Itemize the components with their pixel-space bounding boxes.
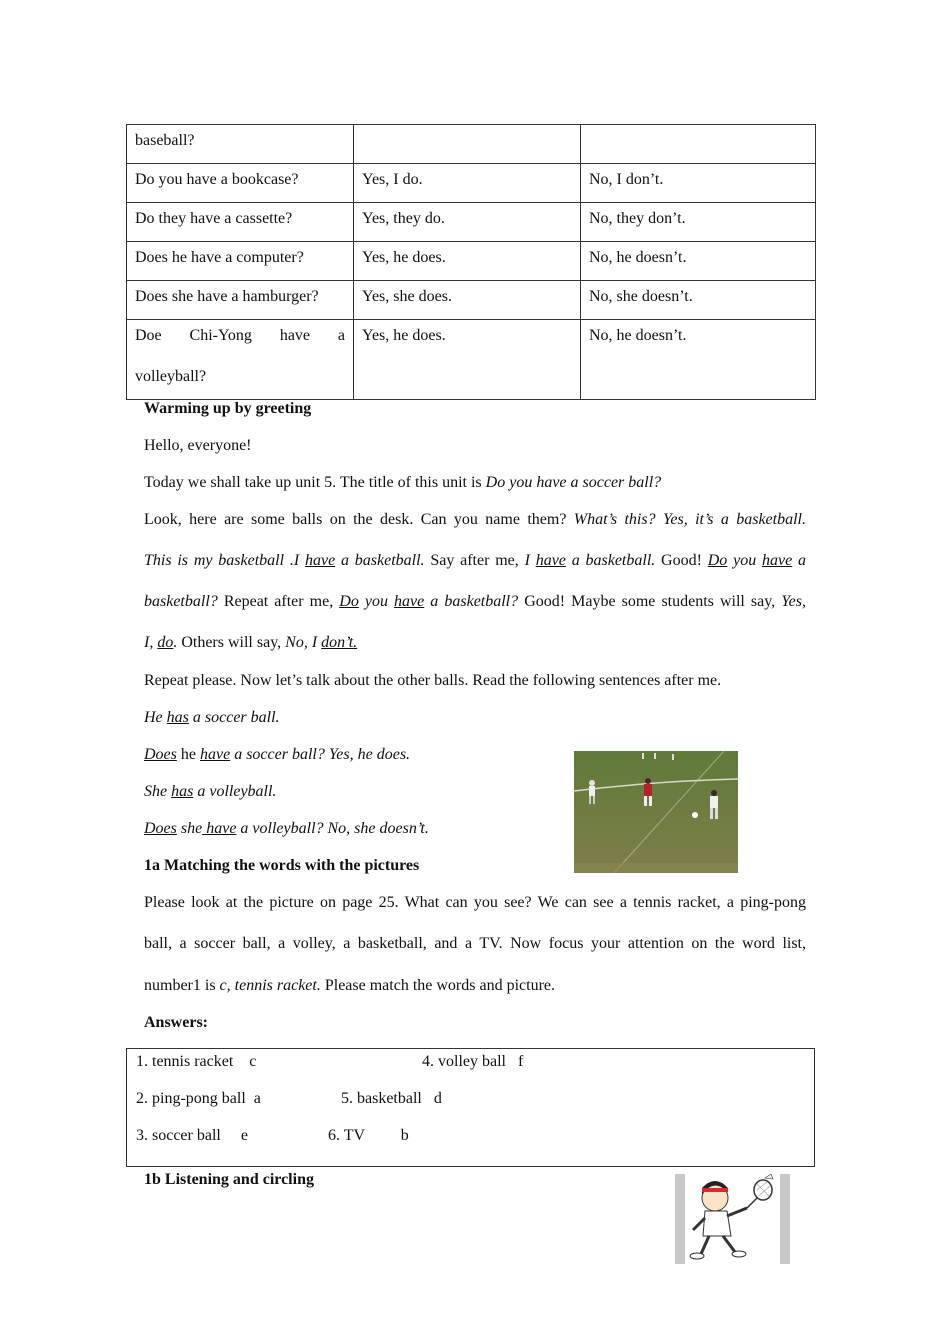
text: He (144, 709, 167, 726)
text: Good! Maybe some students will say, (518, 593, 782, 610)
section-heading: Warming up by greeting (144, 400, 312, 417)
text: c, tennis racket. (219, 977, 321, 994)
text: he (176, 746, 200, 763)
paragraph: Repeat please. Now let’s talk about the other balls. Read the following sentences after me. (144, 672, 722, 689)
text: basketball? (144, 593, 218, 610)
paragraph: Hello, everyone! (144, 437, 252, 454)
table-cell: No, he doesn’t. (581, 320, 816, 400)
text: have (535, 552, 566, 569)
answers-box (126, 1048, 815, 1167)
table-cell: Does he have a computer? (127, 242, 354, 281)
paragraph-line (144, 976, 806, 996)
table-cell: Yes, I do. (354, 164, 581, 203)
text: I (524, 552, 536, 569)
cell-line: volleyball? (135, 368, 207, 385)
text: Today we shall take up unit 5. The title of this unit is (144, 474, 486, 491)
text: No, I (285, 634, 322, 651)
answers-label: Answers: (144, 1014, 208, 1031)
text: Please match the words and picture. (320, 977, 555, 994)
text: She (144, 783, 172, 800)
qa-table (126, 124, 816, 400)
table-cell: Yes, they do. (354, 203, 581, 242)
table-row (127, 281, 816, 320)
text: has (166, 709, 189, 726)
paragraph-line (144, 551, 806, 571)
table-cell: Yes, she does. (354, 281, 581, 320)
answer-item: 3. soccer ball e (136, 1127, 248, 1144)
text: a soccer ball. (188, 709, 280, 726)
table-row (127, 164, 816, 203)
table-row (127, 203, 816, 242)
text: you (358, 593, 395, 610)
text: I, (144, 634, 158, 651)
answer-item: 1. tennis racket c (136, 1053, 257, 1070)
table-cell (581, 125, 816, 164)
table-cell: No, they don’t. (581, 203, 816, 242)
text: a basketball. (335, 552, 425, 569)
text: Do (339, 593, 359, 610)
table-cell: Yes, he does. (354, 242, 581, 281)
table-cell: Yes, he does. (354, 320, 581, 400)
answer-item: 2. ping-pong ball a (136, 1090, 261, 1107)
text: What’s this? Yes, it’s a basketball. (573, 511, 806, 528)
text: she (176, 820, 203, 837)
table-cell: Does she have a hamburger? (127, 281, 354, 320)
text: Does (144, 746, 177, 763)
table-row (127, 320, 816, 400)
text: Others will say, (177, 634, 286, 651)
table-cell (354, 125, 581, 164)
text: . (173, 634, 178, 651)
table-cell: No, he doesn’t. (581, 242, 816, 281)
text: do (157, 634, 174, 651)
paragraph (144, 473, 806, 493)
text: Yes, (781, 593, 807, 610)
text: you (727, 552, 763, 569)
text: have (202, 820, 237, 837)
text: a basketball. (565, 552, 656, 569)
paragraph-line: Please look at the picture on page 25. What can you see? We can see a tennis racket, a ping-pong (144, 894, 806, 911)
text: a soccer ball? Yes, he does. (230, 746, 411, 763)
table-cell: No, I don’t. (581, 164, 816, 203)
text: Repeat after me, (217, 593, 340, 610)
paragraph-line (144, 510, 806, 530)
table-cell: baseball? (127, 125, 354, 164)
text: This is my basketball .I (144, 552, 305, 569)
badminton-girl-picture (675, 1174, 790, 1264)
answer-item: 6. TV b (328, 1127, 409, 1144)
cell-line: Doe Chi-Yong have a (135, 327, 345, 344)
table-row (127, 242, 816, 281)
text: have (304, 552, 336, 569)
soccer-photo (574, 751, 738, 873)
text: has (171, 783, 194, 800)
text: have (762, 552, 793, 569)
text: a volleyball. (193, 783, 277, 800)
text: have (200, 746, 231, 763)
table-cell: Do you have a bookcase? (127, 164, 354, 203)
section-heading: 1b Listening and circling (144, 1171, 314, 1188)
text: Do you have a soccer ball? (485, 474, 662, 491)
text: Good! (655, 552, 708, 569)
text: don’t. (321, 634, 358, 651)
text: Say after me, (424, 552, 525, 569)
text: Do (707, 552, 728, 569)
section-heading: 1a Matching the words with the pictures (144, 857, 420, 874)
example-sentence (144, 708, 806, 728)
table-cell (127, 320, 354, 400)
table-cell: No, she doesn’t. (581, 281, 816, 320)
paragraph-line (144, 592, 806, 612)
text: a (792, 552, 807, 569)
paragraph-line: ball, a soccer ball, a volley, a basketball, and a TV. Now focus your attention on the word list, (144, 935, 806, 952)
text: a basketball? (424, 593, 519, 610)
text: a volleyball? No, she doesn’t. (236, 820, 429, 837)
answer-item: 4. volley ball f (422, 1053, 524, 1070)
text: Look, here are some balls on the desk. Can you name them? (144, 511, 574, 528)
answer-item: 5. basketball d (341, 1090, 442, 1107)
paragraph-line (144, 633, 806, 653)
text: Does (144, 820, 177, 837)
table-cell: Do they have a cassette? (127, 203, 354, 242)
text: number1 is (144, 977, 220, 994)
table-row (127, 125, 816, 164)
text: have (394, 593, 425, 610)
